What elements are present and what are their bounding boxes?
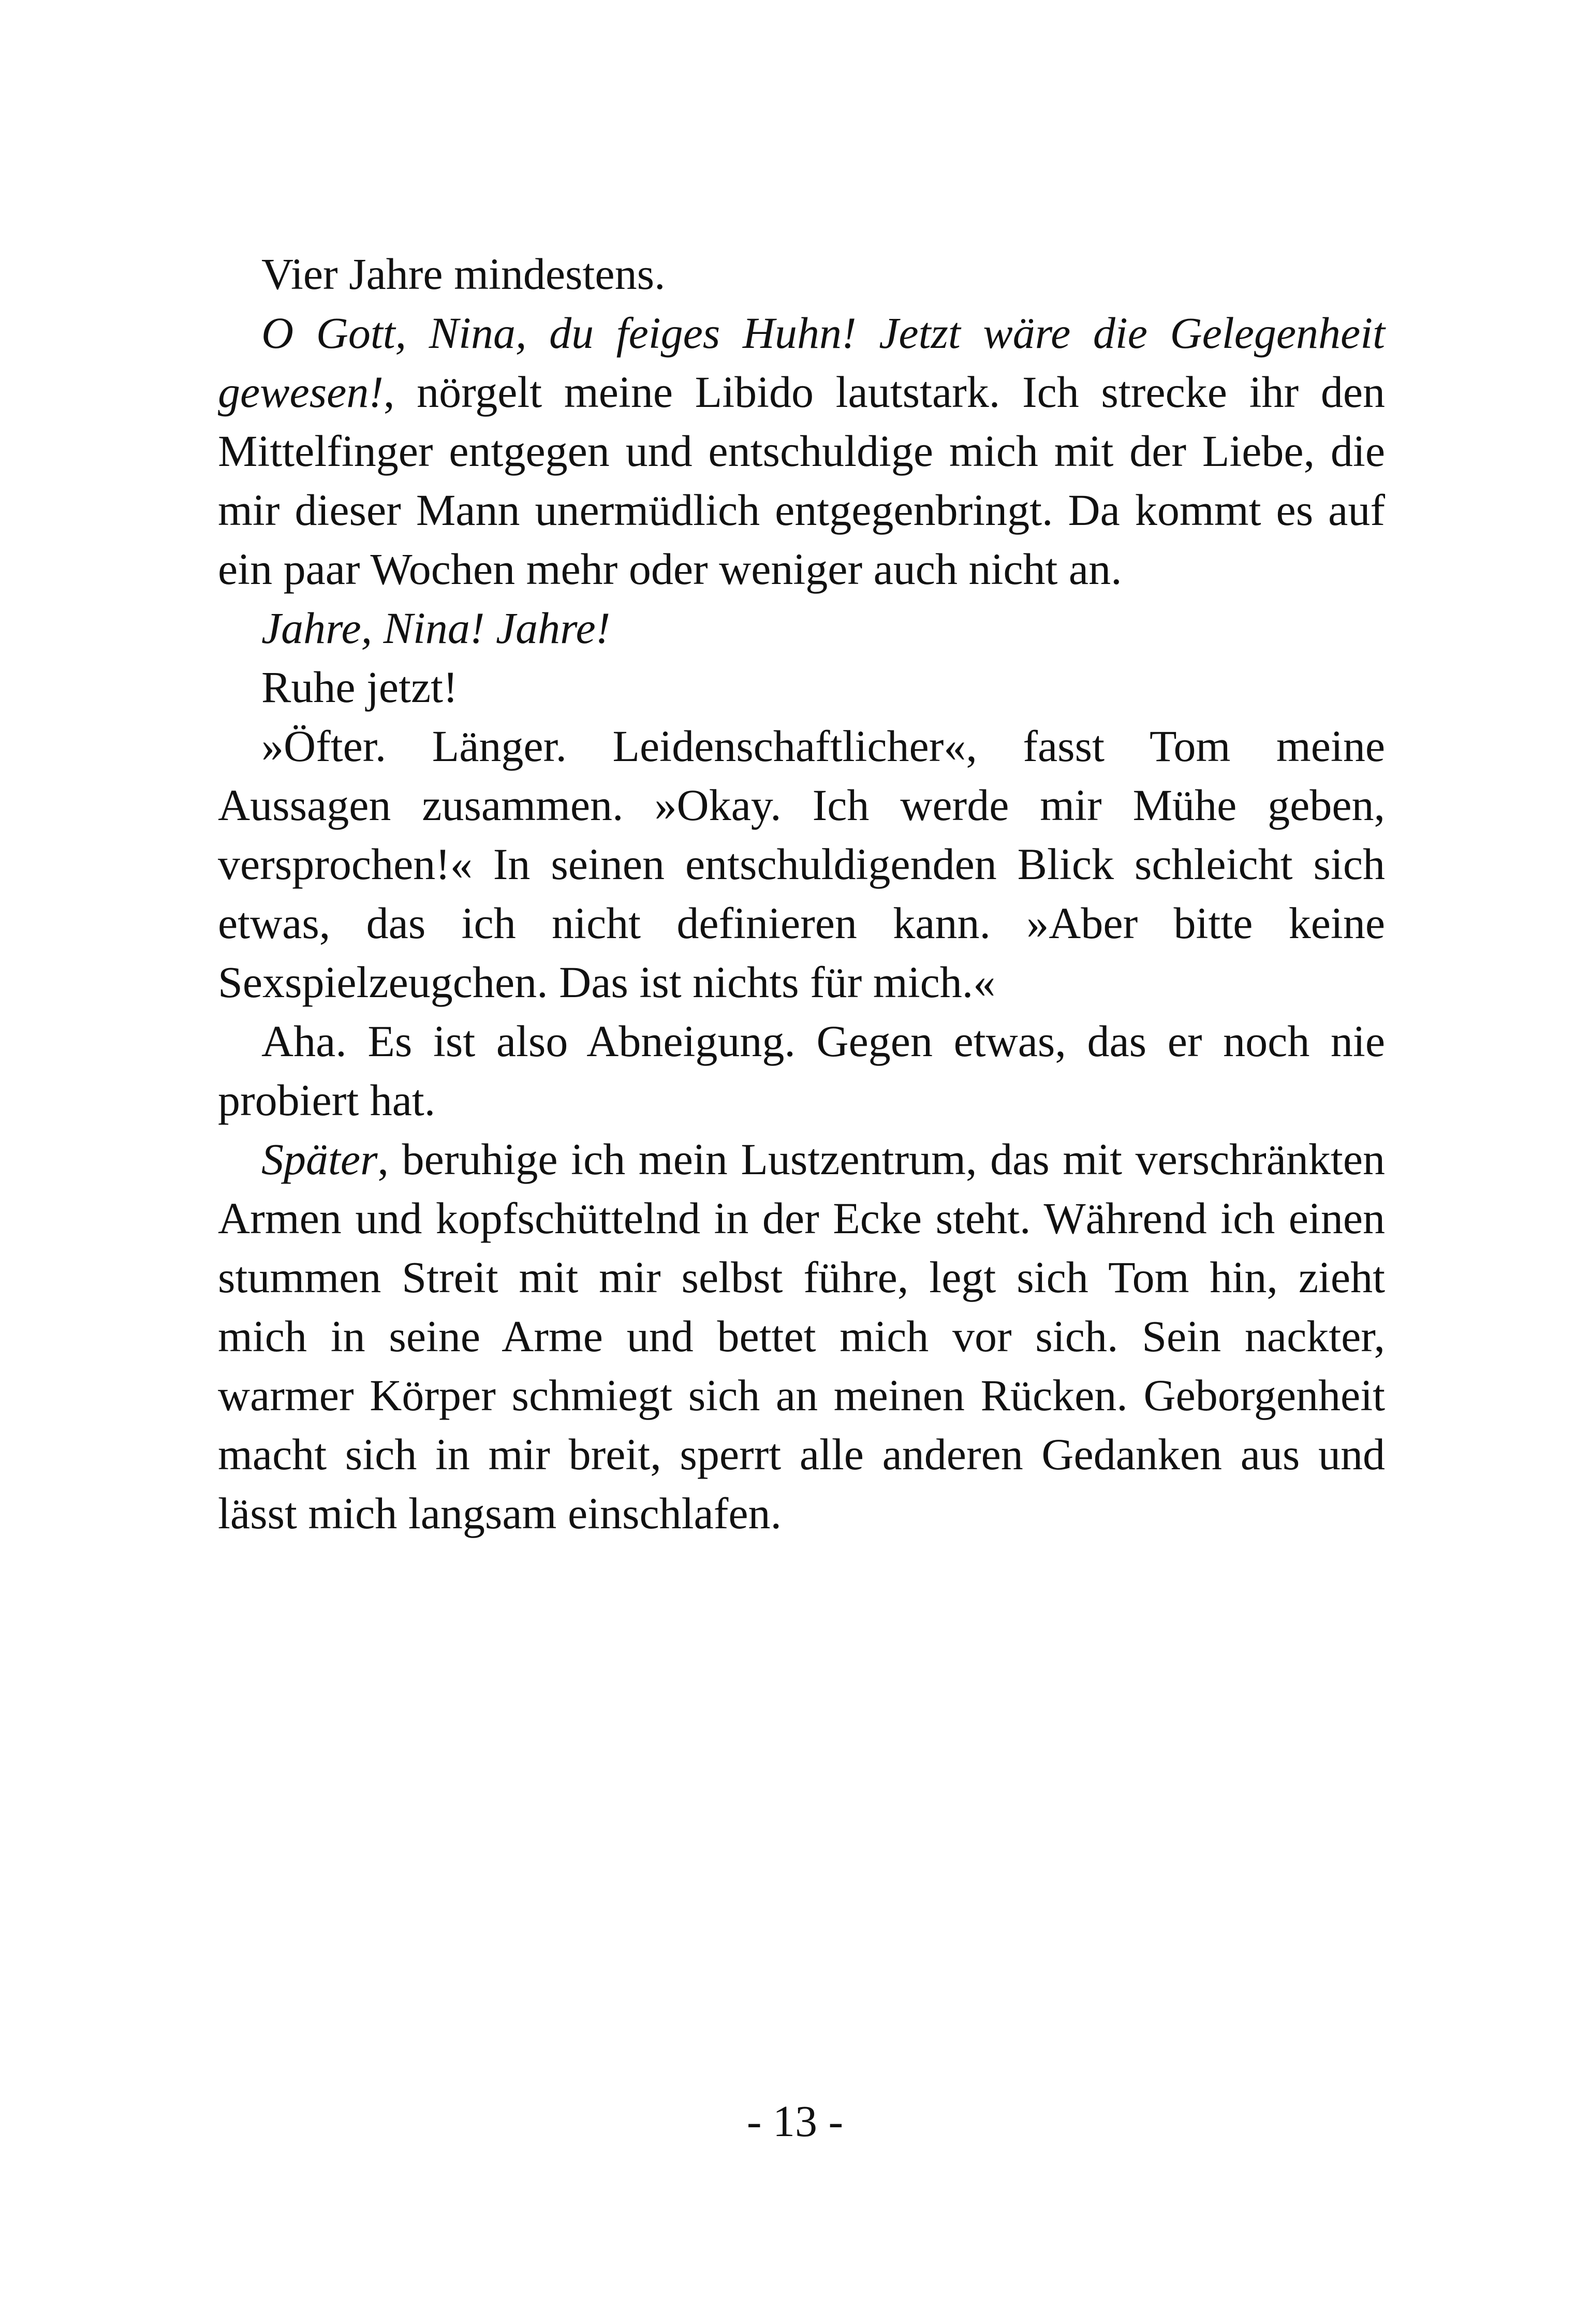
- italic-text-segment: Später: [261, 1134, 378, 1184]
- paragraph: [218, 244, 1385, 303]
- paragraph: [218, 1012, 1385, 1130]
- paragraph: [218, 717, 1385, 1012]
- text-segment: , nörgelt meine Libido lautstark. Ich strecke ihr den Mittelfinger entgegen und entschuldige mich mit der Liebe, die mir dieser Mann unermüdlich entgegenbringt. Da kommt es auf ein paar Wochen mehr oder weniger auch nicht an.: [218, 367, 1385, 594]
- text-segment: Vier Jahre mindestens.: [261, 249, 666, 299]
- text-segment: »Öfter. Länger. Leidenschaftlicher«, fasst Tom meine Aussagen zusammen. »Okay. Ich werde mir Mühe geben, versprochen!« In seinen entschuldigenden Blick schleicht sich etwas, das ich nicht definieren kann. »Aber bitte keine Sexspielzeugchen. Das ist nichts für mich.«: [218, 721, 1385, 1007]
- italic-text-segment: O Gott, Nina, du feiges Huhn! Jetzt wäre die Gelegenheit gewesen!: [218, 308, 1385, 417]
- page-number: - 13 -: [746, 2096, 844, 2146]
- paragraph: [218, 657, 1385, 717]
- text-segment: Ruhe jetzt!: [261, 662, 458, 712]
- paragraph: [218, 303, 1385, 598]
- text-segment: Aha. Es ist also Abneigung. Gegen etwas, das er noch nie probiert hat.: [218, 1016, 1385, 1125]
- text-segment: , beruhige ich mein Lustzentrum, das mit verschränkten Armen und kopfschüttelnd in der Ecke steht. Während ich einen stummen Streit mit mir selbst führe, legt sich Tom hin, zieht mich in seine Arme und bettet mich vor sich. Sein nackter, warmer Körper schmiegt sich an meinen Rücken. Geborgenheit macht sich in mir breit, sperrt alle anderen Gedanken aus und lässt mich langsam einschlafen.: [218, 1134, 1385, 1538]
- body-text: [218, 244, 1385, 1543]
- italic-text-segment: Jahre, Nina! Jahre!: [261, 603, 611, 653]
- paragraph: [218, 598, 1385, 657]
- paragraph: [218, 1130, 1385, 1543]
